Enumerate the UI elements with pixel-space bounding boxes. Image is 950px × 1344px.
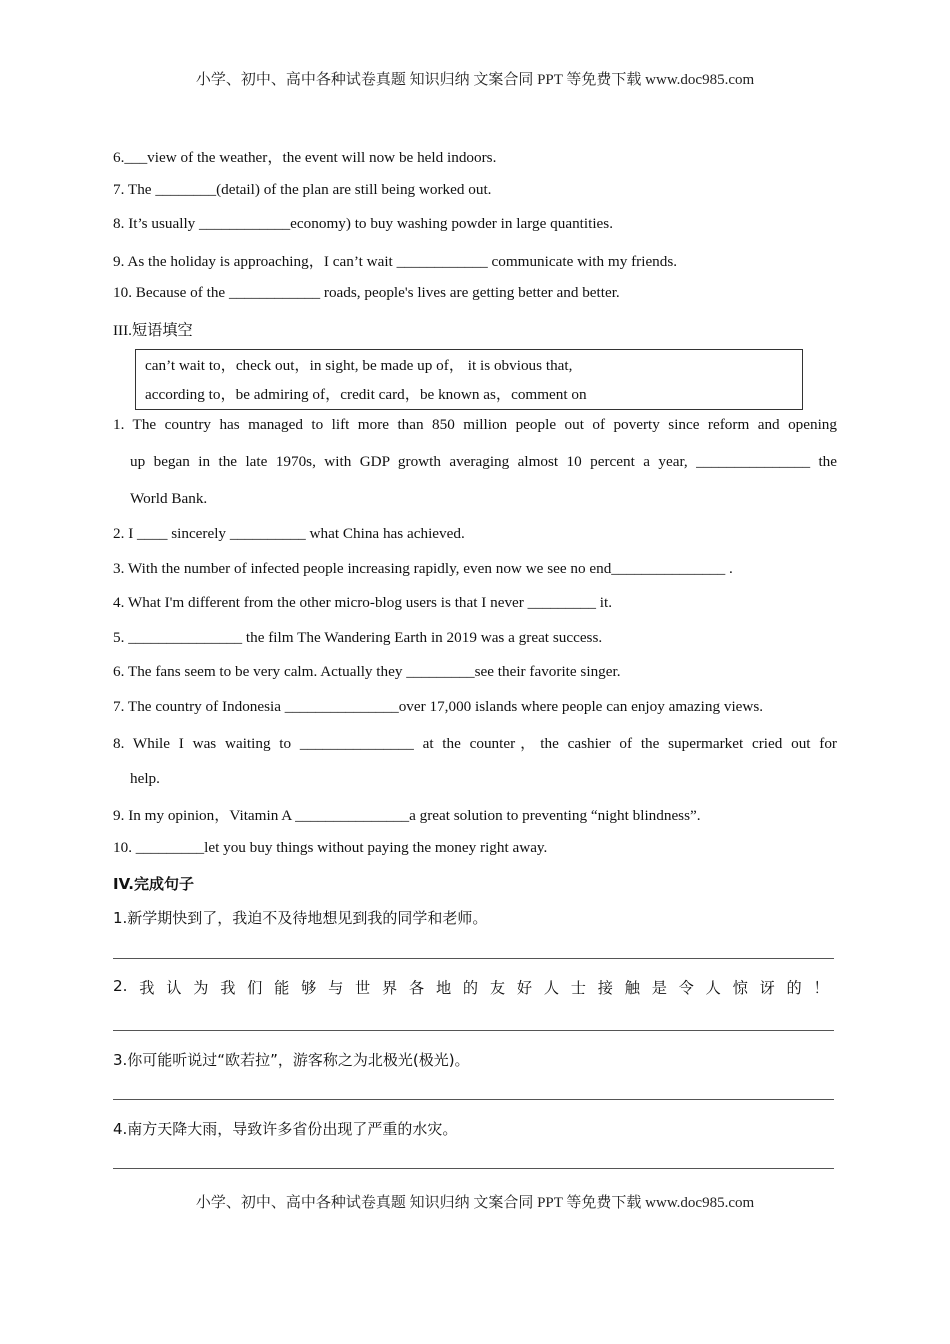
section3-q7: 7. The country of Indonesia _______________over 17,000 islands where people can enjoy amazing views. <box>113 698 764 715</box>
section4-q2-char: 地 <box>435 979 452 997</box>
section4-q2-char: 的 <box>462 979 479 997</box>
section3-q5: 5. _______________ the film The Wandering Earth in 2019 was a great success. <box>113 629 603 646</box>
section4-q2-char: 各 <box>408 979 425 997</box>
section3-q10: 10. _________let you buy things without paying the money right away. <box>113 839 548 856</box>
section3-q9: 9. In my opinion，Vitamin A _______________a great solution to preventing “night blindness”. <box>113 807 701 824</box>
answer-line-4[interactable] <box>113 1168 834 1169</box>
section4-q3: 3.你可能听说过“欧若拉”，游客称之为北极光(极光)。 <box>113 1051 470 1069</box>
section4-q2-char: 与 <box>328 979 344 997</box>
section4-q2-char: 我 <box>220 979 236 997</box>
section3-q1-line-1: 1. The country has managed to lift more than 850 million people out of poverty since reform and opening <box>113 416 837 433</box>
phrase-box <box>135 349 803 410</box>
section3-q8-line-1: 8. While I was waiting to _______________ at the counter，the cashier of the supermarket cried out for <box>113 735 837 752</box>
section4-q4: 4.南方天降大雨，导致许多省份出现了严重的水灾。 <box>113 1120 458 1138</box>
section4-q2-char: 人 <box>543 979 559 997</box>
section2-item-6: 6.___view of the weather，the event will now be held indoors. <box>113 149 497 166</box>
section2-item-9: 9. As the holiday is approaching，I can’t wait ____________ communicate with my friends. <box>113 253 678 270</box>
answer-line-3[interactable] <box>113 1099 834 1100</box>
section4-q2-char: 惊 <box>732 979 748 997</box>
section4-q2-char: 的 <box>786 979 802 997</box>
answer-line-2[interactable] <box>113 1030 834 1031</box>
section4-q2-char: 人 <box>705 979 721 997</box>
section4-q2-char: 令 <box>678 979 694 997</box>
phrase-box-line-2: according to，be admiring of，credit card，be known as，comment on <box>145 386 587 403</box>
section3-heading: III.短语填空 <box>113 322 193 339</box>
section2-item-8: 8. It’s usually ____________economy) to buy washing powder in large quantities. <box>113 215 613 232</box>
section4-q2-char: 是 <box>651 979 667 997</box>
section3-q6: 6. The fans seem to be very calm. Actually they _________see their favorite singer. <box>113 663 621 680</box>
section4-q2-char: 接 <box>597 979 613 997</box>
section4-q2-char: 能 <box>274 979 290 997</box>
section4-q2-char: 够 <box>301 979 317 997</box>
page-header: 小学、初中、高中各种试卷真题 知识归纳 文案合同 PPT 等免费下载 www.doc985.com <box>195 72 755 88</box>
section4-q2-char: 界 <box>382 979 398 997</box>
page-footer: 小学、初中、高中各种试卷真题 知识归纳 文案合同 PPT 等免费下载 www.doc985.com <box>195 1195 755 1211</box>
section4-q2-char: 们 <box>247 979 263 997</box>
section3-q3: 3. With the number of infected people increasing rapidly, even now we see no end_______________ . <box>113 560 733 577</box>
section4-q2-char: 士 <box>570 979 586 997</box>
section4-q2-char: ！ <box>813 979 829 997</box>
phrase-box-line-1: can’t wait to，check out，in sight, be made up of， it is obvious that, <box>145 357 573 374</box>
section3-q8-line-2: help. <box>130 770 160 787</box>
section4-q2-char: 我 <box>139 979 155 997</box>
section4-q2-char: 认 <box>166 979 182 997</box>
section4-q2-char: 世 <box>355 979 371 997</box>
section4-q2-char: 好 <box>516 979 533 997</box>
answer-line-1[interactable] <box>113 958 834 959</box>
section3-q4: 4. What I'm different from the other micro-blog users is that I never _________ it. <box>113 594 613 611</box>
section3-q1-line-3: World Bank. <box>130 490 208 507</box>
section4-q2-char: 为 <box>193 979 209 997</box>
section4-q2-char: 讶 <box>759 979 775 997</box>
section3-q2: 2. I ____ sincerely __________ what China has achieved. <box>113 525 465 542</box>
section3-q1-line-2: up began in the late 1970s, with GDP growth averaging almost 10 percent a year, _______________ the <box>130 453 837 470</box>
section4-q2-char: 触 <box>624 979 640 997</box>
section4-q2-char: 友 <box>489 979 506 997</box>
section4-q2 <box>113 977 829 998</box>
section4-heading: IV.完成句子 <box>113 875 194 893</box>
section2-item-7: 7. The ________(detail) of the plan are still being worked out. <box>113 181 492 198</box>
section4-q2-char: 2. <box>113 977 128 995</box>
section2-item-10: 10. Because of the ____________ roads, people's lives are getting better and better. <box>113 284 620 301</box>
section4-q1: 1.新学期快到了，我迫不及待地想见到我的同学和老师。 <box>113 909 488 927</box>
